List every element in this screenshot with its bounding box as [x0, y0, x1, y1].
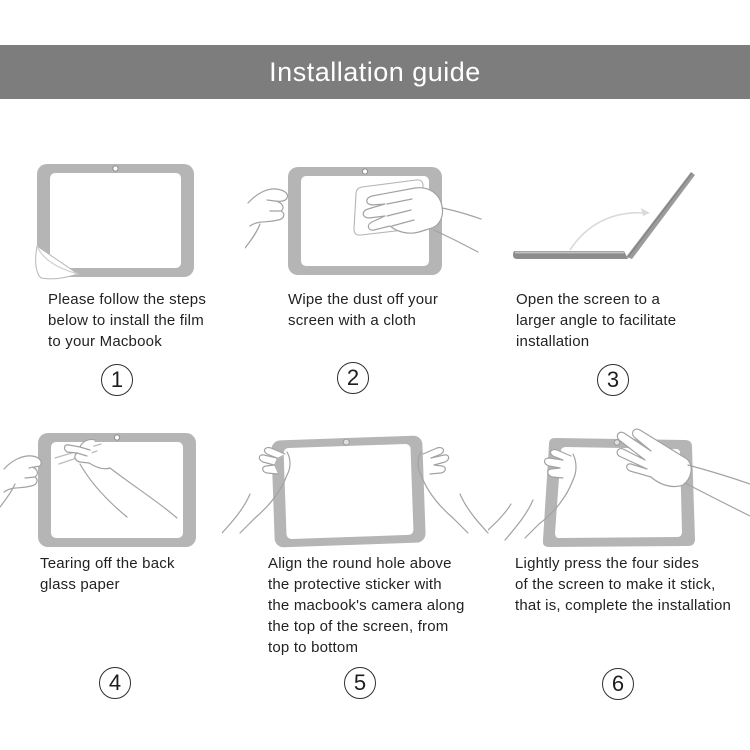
- step-number: 6: [611, 671, 625, 696]
- caption-line: Wipe the dust off your: [288, 291, 439, 308]
- header-banner: [0, 45, 750, 99]
- macbook-screen-icon: [37, 164, 194, 277]
- step-2-illustration: [245, 153, 495, 295]
- step-number: 3: [606, 367, 620, 392]
- macbook-film-peel-icon: [30, 158, 200, 284]
- caption-line: the top of the screen, from: [268, 618, 449, 635]
- caption-line: the protective sticker with: [268, 576, 442, 593]
- step-1-caption: [48, 289, 206, 352]
- step-5-number-badge: [344, 667, 376, 699]
- caption-line: Please follow the steps: [48, 291, 207, 308]
- caption-line: installation: [516, 333, 590, 350]
- left-hand-icon: [245, 189, 288, 248]
- macbook-screen-icon: [271, 435, 426, 547]
- caption-line: Tearing off the back: [40, 555, 175, 572]
- caption-line: top to bottom: [268, 639, 359, 656]
- caption-line: Open the screen to a: [516, 291, 661, 308]
- laptop-screen-icon: [626, 172, 695, 259]
- step-number: 4: [108, 670, 122, 695]
- wipe-screen-cloth-icon: [245, 153, 495, 295]
- caption-line: that is, complete the installation: [515, 597, 732, 614]
- macbook-screen-icon: [38, 433, 196, 547]
- step-3-caption: [516, 289, 676, 352]
- step-number: 5: [353, 670, 367, 695]
- step-3-number-badge: [597, 364, 629, 396]
- caption-line: screen with a cloth: [288, 312, 417, 329]
- camera-hole-icon: [362, 169, 367, 174]
- left-hand-icon: [0, 456, 41, 507]
- camera-hole-icon: [114, 435, 119, 440]
- step-number: 1: [110, 367, 124, 392]
- step-6-caption: [515, 553, 731, 616]
- press-four-sides-icon: [488, 423, 750, 560]
- open-laptop-angle-icon: [500, 162, 750, 272]
- step-6-illustration: [488, 423, 750, 560]
- caption-line: to your Macbook: [48, 333, 162, 350]
- align-camera-hole-icon: [222, 423, 490, 560]
- camera-hole-icon: [113, 166, 118, 171]
- step-2-number-badge: [337, 362, 369, 394]
- tear-back-paper-icon: [0, 423, 250, 560]
- step-3-illustration: [500, 162, 750, 272]
- caption-line: glass paper: [40, 576, 120, 593]
- page-title: Installation guide: [269, 56, 481, 87]
- step-5-caption: [268, 553, 465, 658]
- caption-line: Align the round hole above: [268, 555, 452, 572]
- camera-hole-icon: [343, 439, 349, 445]
- caption-line: Lightly press the four sides: [515, 555, 700, 572]
- step-5-illustration: [222, 423, 490, 560]
- laptop-base-icon: [513, 251, 628, 259]
- caption-line: below to install the film: [48, 312, 204, 329]
- caption-line: the macbook's camera along: [268, 597, 465, 614]
- step-4-number-badge: [99, 667, 131, 699]
- right-hand-icon: [418, 448, 488, 533]
- step-4-illustration: [0, 423, 250, 560]
- step-6-number-badge: [602, 668, 634, 700]
- step-4-caption: [40, 553, 175, 595]
- step-1-illustration: [30, 158, 200, 284]
- caption-line: of the screen to make it stick,: [515, 576, 716, 593]
- caption-line: larger angle to facilitate: [516, 312, 677, 329]
- step-2-caption: [288, 289, 438, 331]
- step-1-number-badge: [101, 364, 133, 396]
- step-number: 2: [346, 365, 360, 390]
